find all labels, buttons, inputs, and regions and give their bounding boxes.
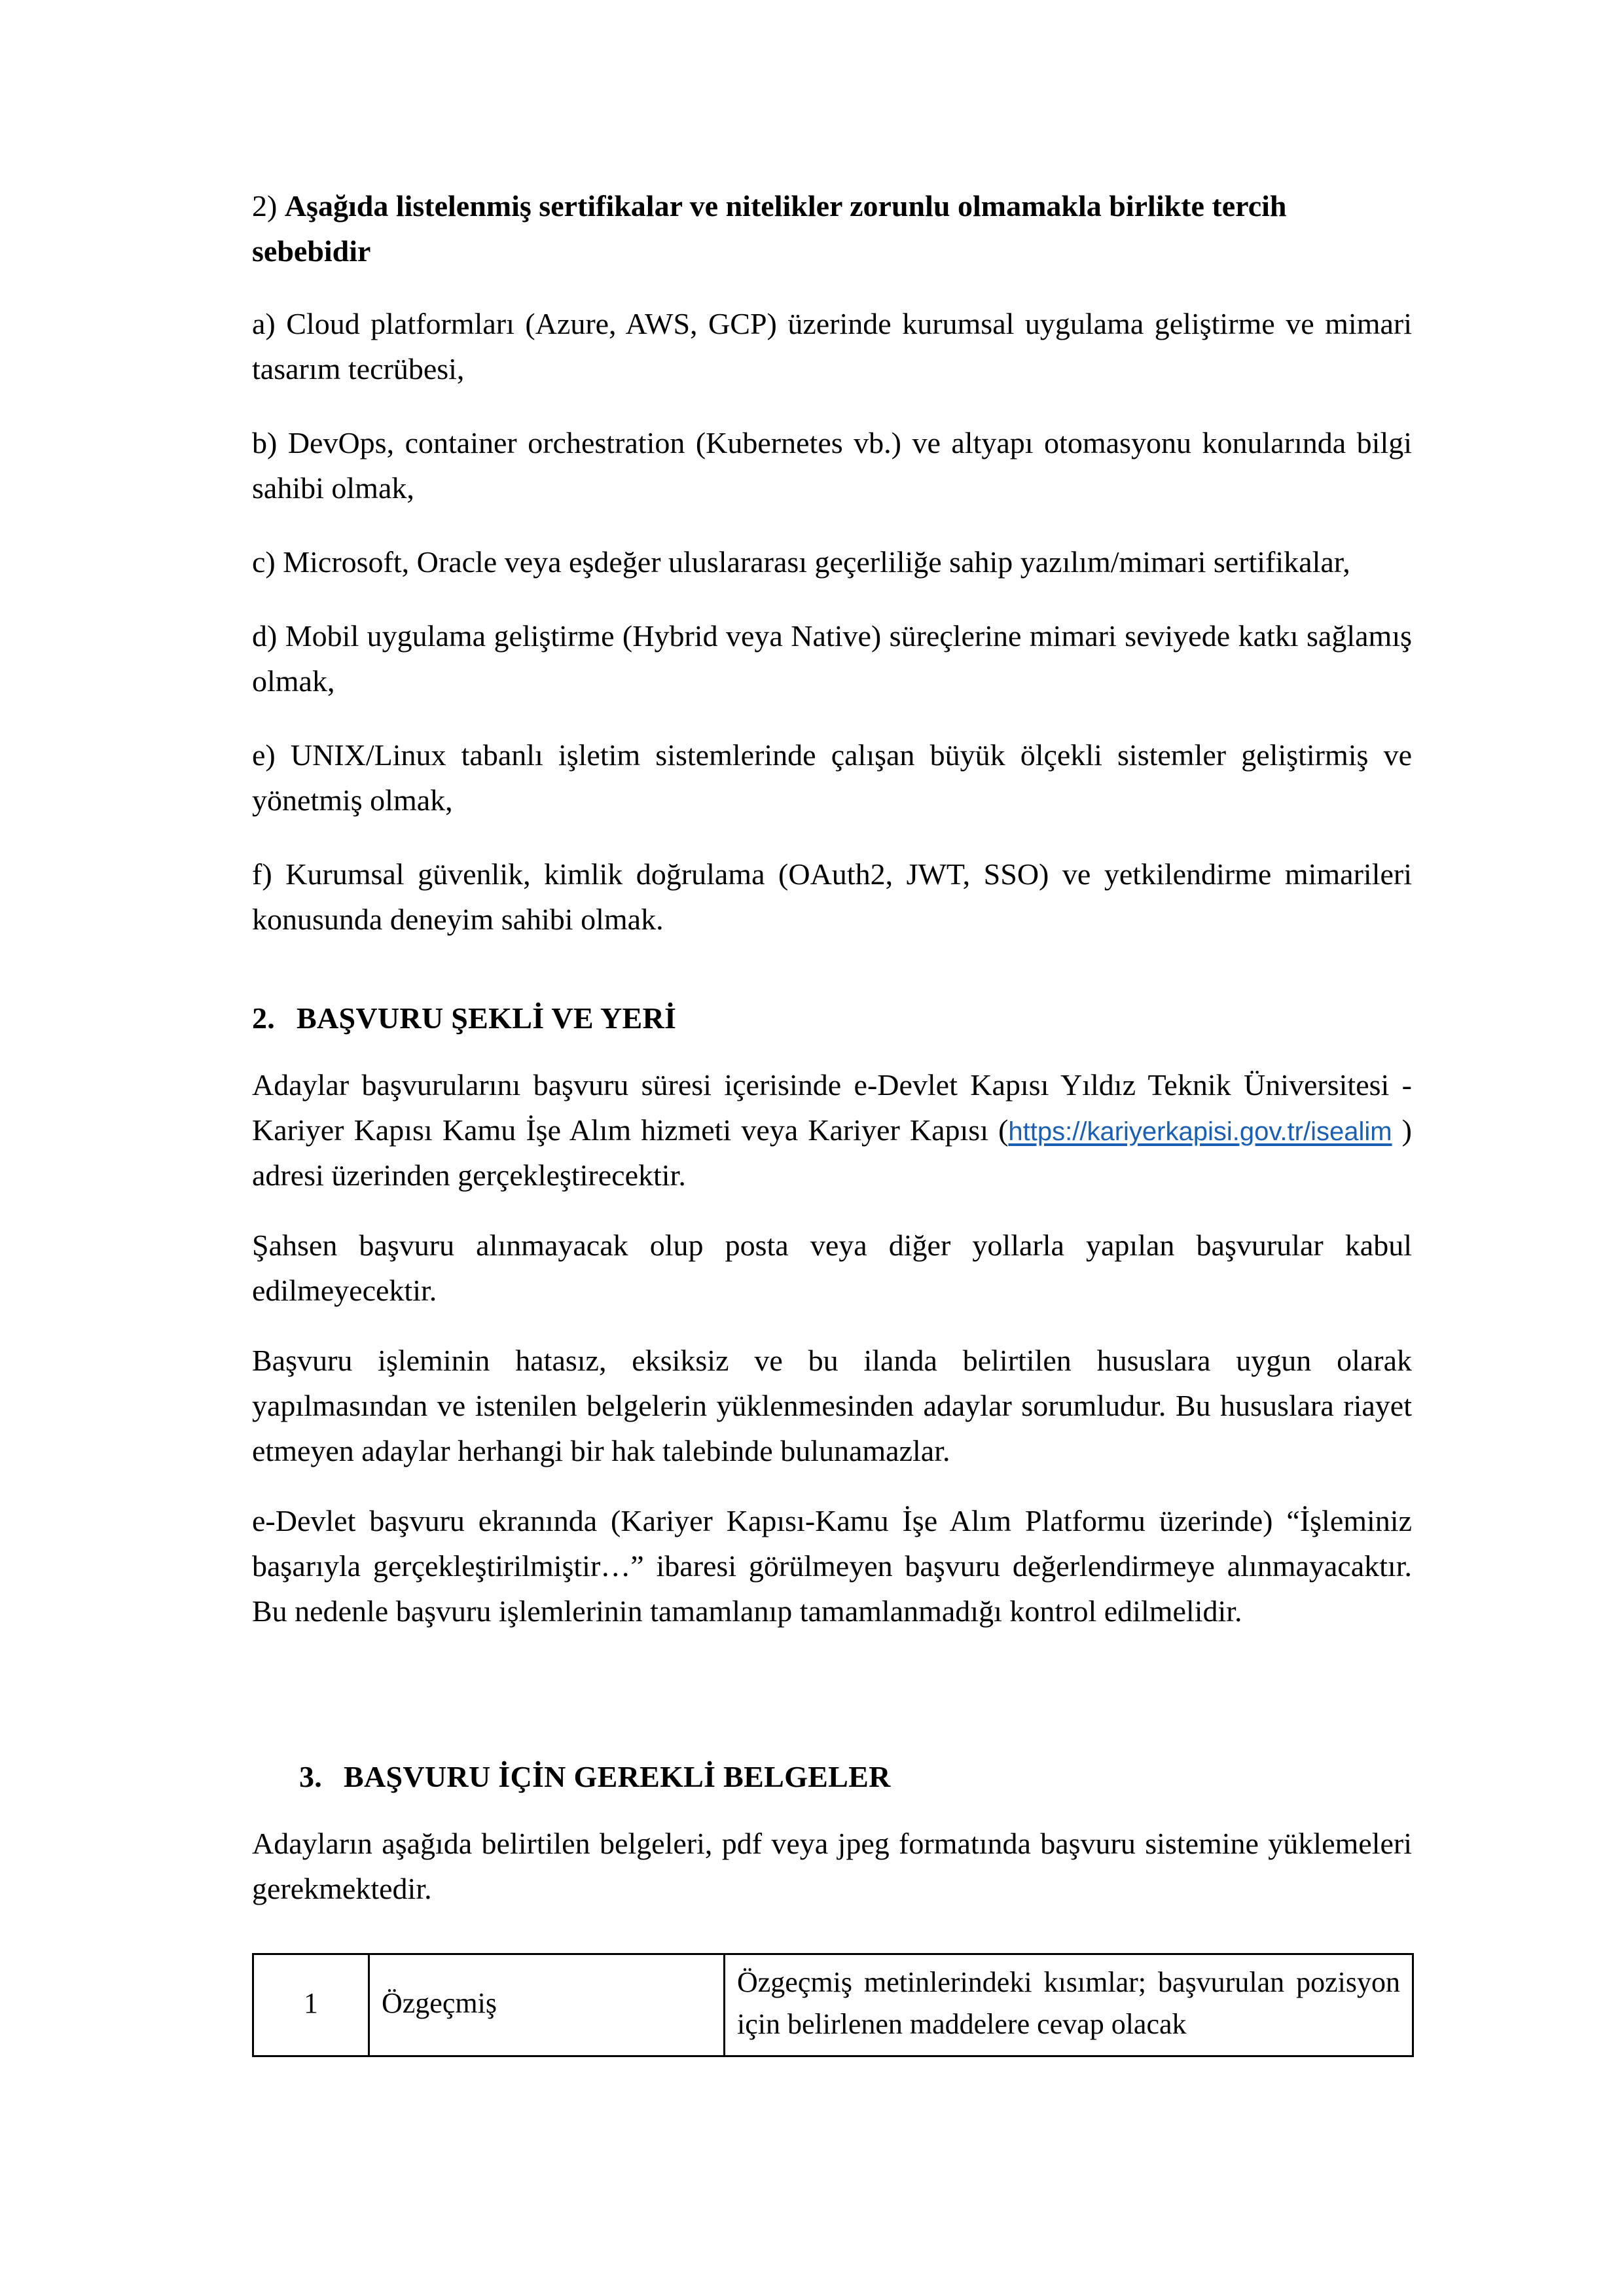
- application-method-paragraph: [252, 1062, 1412, 1198]
- section-heading-3: [252, 1757, 1412, 1797]
- application-method-text-before-link: Adaylar başvurularını başvuru süresi içerisinde e-Devlet Kapısı Yıldız Teknik Üniversitesi - Kariyer Kapısı Kamu İşe Alım hizmeti veya Kariyer Kapısı (: [252, 1068, 1412, 1147]
- application-responsibility-paragraph: Başvuru işleminin hatasız, eksiksiz ve bu ilanda belirtilen hususlara uygun olarak yapılmasından ve istenilen belgelerin yüklenmesinden adaylar sorumludur. Bu hususlara riayet etmeyen adaylar herhangi bir hak talebinde bulunamazlar.: [252, 1344, 1412, 1468]
- criteria-item-f: f) Kurumsal güvenlik, kimlik doğrulama (OAuth2, JWT, SSO) ve yetkilendirme mimarileri konusunda deneyim sahibi olmak.: [252, 857, 1412, 936]
- application-method-text-after-link: ) adresi üzerinden gerçekleştirecektir.: [252, 1113, 1412, 1193]
- page-content: [252, 183, 1412, 2057]
- section-spacer: [252, 1659, 1412, 1757]
- table-cell-document-name: Özgeçmiş: [369, 1954, 725, 2056]
- criteria-item-a: a) Cloud platformları (Azure, AWS, GCP) üzerinde kurumsal uygulama geliştirme ve mimari tasarım tecrübesi,: [252, 307, 1412, 386]
- kariyer-kapisi-link[interactable]: https://kariyerkapisi.gov.tr/isealim: [1008, 1117, 1392, 1147]
- table-row: [253, 1954, 1413, 2056]
- criteria-item-d: d) Mobil uygulama geliştirme (Hybrid veya Native) süreçlerine mimari seviyede katkı sağlamış olmak,: [252, 619, 1412, 698]
- section-2-number: 2.: [252, 1001, 276, 1035]
- table-cell-number: 1: [253, 1954, 369, 2056]
- in-person-application-paragraph: Şahsen başvuru alınmayacak olup posta veya diğer yollarla yapılan başvurular kabul edilmeyecektir.: [252, 1229, 1412, 1308]
- criteria-item-c: c) Microsoft, Oracle veya eşdeğer uluslararası geçerliliğe sahip yazılım/mimari sertifikalar,: [252, 545, 1350, 579]
- criteria-item-b: b) DevOps, container orchestration (Kubernetes vb.) ve altyapı otomasyonu konularında bilgi sahibi olmak,: [252, 426, 1412, 505]
- criteria-heading-number: 2): [252, 189, 278, 223]
- section-2-title: BAŞVURU ŞEKLİ VE YERİ: [297, 1001, 677, 1035]
- required-documents-table: [252, 1953, 1414, 2056]
- section-3-title: BAŞVURU İÇİN GEREKLİ BELGELER: [344, 1760, 891, 1794]
- criteria-heading: [252, 183, 1412, 274]
- criteria-heading-text: Aşağıda listelenmiş sertifikalar ve nitelikler zorunlu olmamakla birlikte tercih sebebidir: [252, 189, 1287, 268]
- section-3-number: 3.: [299, 1760, 323, 1794]
- table-cell-description: Özgeçmiş metinlerindeki kısımlar; başvurulan pozisyon için belirlenen maddelere cevap olacak: [725, 1954, 1413, 2056]
- criteria-item-e: e) UNIX/Linux tabanlı işletim sistemlerinde çalışan büyük ölçekli sistemler geliştirmiş ve yönetmiş olmak,: [252, 738, 1412, 817]
- required-documents-intro: Adayların aşağıda belirtilen belgeleri, pdf veya jpeg formatında başvuru sistemine yüklemeleri gerekmektedir.: [252, 1827, 1412, 1906]
- edevlet-confirmation-paragraph: e-Devlet başvuru ekranında (Kariyer Kapısı-Kamu İşe Alım Platformu üzerinde) “İşleminiz başarıyla gerçekleştirilmiştir…” ibaresi görülmeyen başvuru değerlendirmeye alınmayacaktır. Bu nedenle başvuru işlemlerinin tamamlanıp tamamlanmadığı kontrol edilmelidir.: [252, 1504, 1412, 1628]
- section-heading-2: [252, 998, 1412, 1039]
